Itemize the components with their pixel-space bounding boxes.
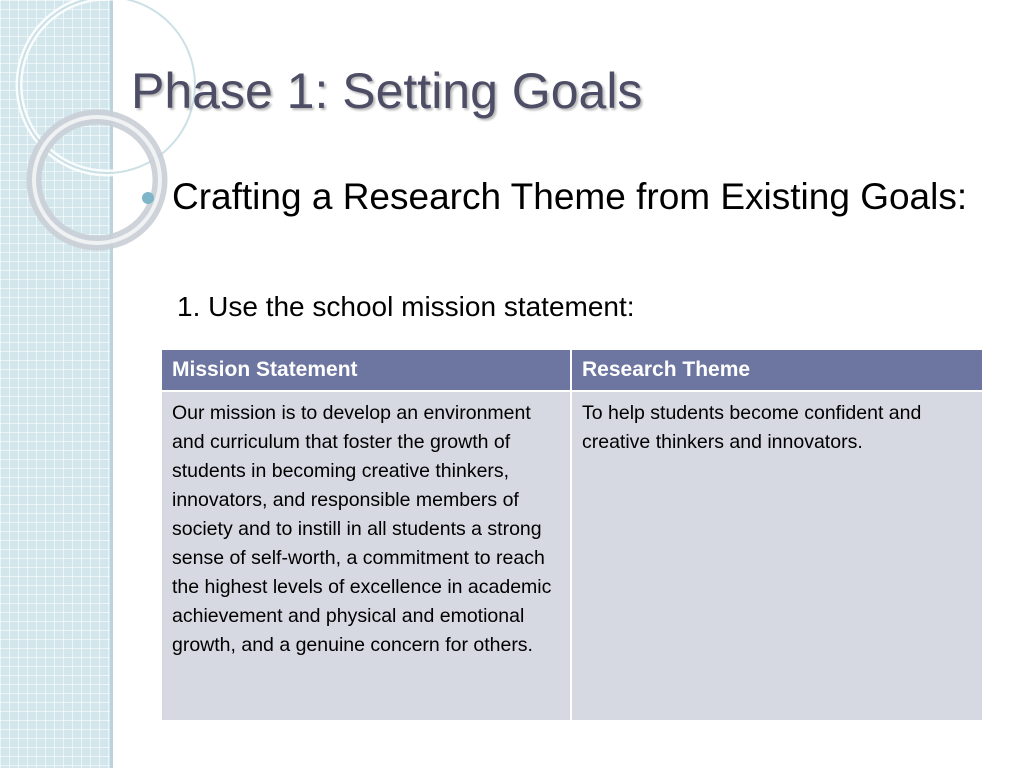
cell-research-theme: To help students become confident and creative thinkers and innovators. (571, 391, 982, 720)
slide-title: Phase 1: Setting Goals (131, 63, 643, 119)
header-mission-statement: Mission Statement (162, 350, 571, 391)
table-row (162, 391, 982, 720)
bullet-text: Crafting a Research Theme from Existing Goals: (172, 176, 968, 217)
bullet-item (142, 172, 972, 222)
decorative-circles (0, 0, 200, 300)
bullet-icon (142, 192, 154, 204)
cell-mission-statement: Our mission is to develop an environment and curriculum that foster the growth of students in becoming creative thinkers, innovators, and responsible members of society and to instill in all students a strong sense of self-worth, a commitment to reach the highest levels of excellence in academic achievement and physical and emotional growth, and a genuine concern for others. (162, 391, 571, 720)
numbered-sub-item: 1. Use the school mission statement: (177, 291, 635, 322)
header-research-theme: Research Theme (571, 350, 982, 391)
table-header-row (162, 350, 982, 391)
mission-theme-table (162, 350, 982, 720)
